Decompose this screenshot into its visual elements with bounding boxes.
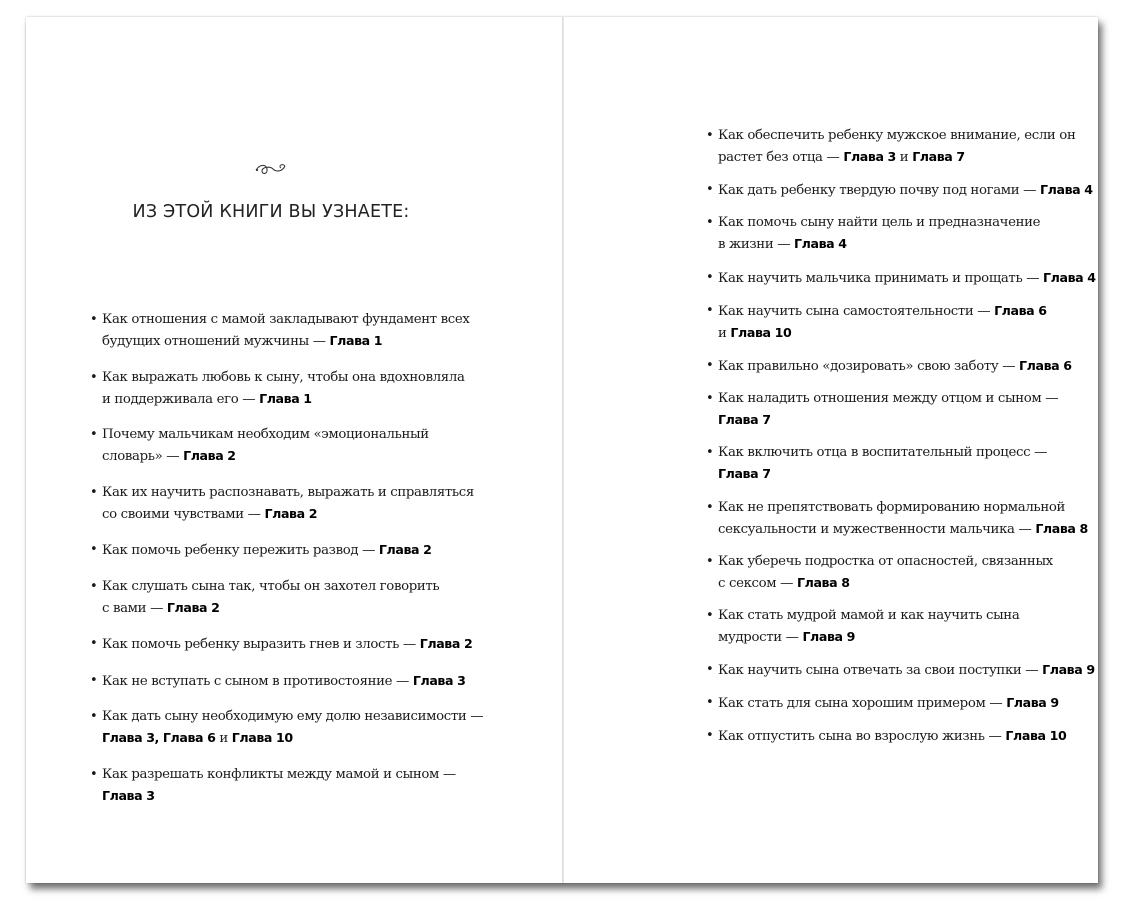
item-text: Как дать ребенку твердую почву под ногами — <box>718 183 1041 199</box>
list-item <box>702 605 1112 648</box>
item-text: Как помочь ребенку пережить развод — <box>102 543 379 558</box>
item-text: Как выражать любовь к сыну, чтобы она вдохновляла <box>102 369 465 385</box>
list-item <box>86 633 486 655</box>
item-text: Как наладить отношения между отцом и сыном — <box>718 391 1059 407</box>
chapter-ref: Глава 3 <box>412 672 466 688</box>
chapter-ref: Глава 6 <box>1019 357 1072 373</box>
bullet-icon: • <box>90 542 98 557</box>
right-page <box>564 17 1098 883</box>
chapter-ref: Глава 6 <box>994 302 1047 318</box>
chapter-ref: Глава 2 <box>419 636 473 651</box>
item-text: Как отношения с мамой закладывают фундамент всех <box>102 312 470 327</box>
list-item <box>702 355 1112 377</box>
item-text: Как обеспечить ребенку мужское внимание, если он <box>718 128 1076 143</box>
item-text: Как научить сына самостоятельности — <box>718 303 995 319</box>
list-item <box>702 388 1112 431</box>
list-item <box>702 692 1112 714</box>
item-text: Как помочь сыну найти цель и предназначение <box>718 215 1041 231</box>
chapter-ref: Глава 2 <box>378 542 432 557</box>
list-item <box>702 300 1112 344</box>
list-item <box>86 482 486 525</box>
bullet-icon: • <box>90 312 98 327</box>
bullet-icon: • <box>706 357 714 373</box>
chapter-ref: Глава 9 <box>1042 662 1095 678</box>
item-text: Как включить отца в воспитательный процесс — <box>718 445 1048 461</box>
topic-list-right <box>702 125 1112 759</box>
flourish-icon <box>254 157 288 179</box>
chapter-ref: Глава 7 <box>912 149 965 164</box>
bullet-icon: • <box>706 695 714 711</box>
list-item <box>86 367 486 410</box>
bullet-icon: • <box>706 553 714 569</box>
bullet-icon: • <box>90 766 98 782</box>
list-item <box>702 551 1112 594</box>
chapter-ref: Глава 3, Глава 6 <box>102 730 216 745</box>
bullet-icon: • <box>706 662 714 678</box>
chapter-ref: Глава 7 <box>718 466 771 482</box>
item-text: растет без отца — <box>718 150 844 165</box>
bullet-icon: • <box>706 445 714 461</box>
item-text: Как дать сыну необходимую ему долю независимости — <box>102 709 484 724</box>
bullet-icon: • <box>706 128 714 143</box>
list-item <box>702 442 1112 485</box>
bullet-icon: • <box>706 391 714 407</box>
item-conjunction: и <box>215 731 232 746</box>
item-text: мудрости — <box>718 629 803 645</box>
left-page <box>26 17 562 883</box>
item-text: сексуальности и мужественности мальчика — <box>718 521 1036 537</box>
bullet-icon: • <box>90 427 98 442</box>
bullet-icon: • <box>90 484 98 500</box>
item-text: с сексом — <box>718 575 797 591</box>
chapter-ref: Глава 10 <box>1005 728 1067 744</box>
list-item <box>702 725 1112 747</box>
item-text: Как стать для сына хорошим примером — <box>718 696 1007 712</box>
chapter-ref: Глава 8 <box>797 574 850 590</box>
item-text: Как научить сына отвечать за свои поступки — <box>718 663 1043 679</box>
chapter-ref: Глава 1 <box>259 390 312 406</box>
list-item <box>702 125 1112 168</box>
bullet-icon: • <box>706 607 714 623</box>
item-text: будущих отношений мужчины — <box>102 334 330 349</box>
chapter-ref: Глава 8 <box>1035 520 1088 536</box>
list-item <box>702 497 1112 540</box>
list-item <box>702 212 1112 255</box>
item-text: Почему мальчикам необходим «эмоциональный <box>102 427 429 442</box>
list-item <box>86 424 486 467</box>
chapter-ref: Глава 4 <box>1040 182 1093 198</box>
topic-list-left <box>86 309 486 821</box>
chapter-ref: Глава 2 <box>166 599 220 615</box>
list-item <box>86 706 486 749</box>
chapter-ref: Глава 9 <box>1006 695 1059 711</box>
item-text: Как стать мудрой мамой и как научить сына <box>718 607 1020 623</box>
item-text: Как разрешать конфликты между мамой и сыном — <box>102 766 456 782</box>
chapter-ref: Глава 2 <box>183 448 236 463</box>
item-text: с вами — <box>102 600 167 616</box>
list-item <box>702 179 1112 201</box>
bullet-icon: • <box>90 636 98 651</box>
chapter-ref: Глава 10 <box>231 730 293 745</box>
item-text: словарь» — <box>102 449 184 464</box>
bullet-icon: • <box>90 578 98 594</box>
item-text: Как их научить распознавать, выражать и справляться <box>102 484 474 500</box>
item-text: в жизни — <box>718 237 795 253</box>
list-item <box>86 764 486 807</box>
item-text: Как уберечь подростка от опасностей, связанных <box>718 553 1053 569</box>
bullet-icon: • <box>706 302 714 318</box>
bullet-icon: • <box>706 728 714 744</box>
list-item <box>86 576 486 619</box>
bullet-icon: • <box>706 269 714 285</box>
item-conjunction: и <box>895 150 913 165</box>
item-text: Как отпустить сына во взрослую жизнь — <box>718 729 1006 745</box>
bullet-icon: • <box>90 369 98 385</box>
item-text: Как не препятствовать формированию нормальной <box>718 499 1065 515</box>
list-item <box>86 670 486 692</box>
chapter-ref: Глава 10 <box>730 324 792 340</box>
item-text: Как научить мальчика принимать и прощать — <box>718 270 1044 286</box>
bullet-icon: • <box>90 709 98 724</box>
bullet-icon: • <box>706 182 714 198</box>
item-text: и поддерживала его — <box>102 391 260 407</box>
chapter-ref: Глава 3 <box>102 787 155 803</box>
list-item <box>702 267 1112 289</box>
item-text: Как помочь ребенку выразить гнев и злость — <box>102 637 420 652</box>
chapter-ref: Глава 9 <box>802 628 855 644</box>
item-text: Как не вступать с сыном в противостояние — <box>102 673 413 689</box>
list-item <box>702 659 1112 681</box>
chapter-ref: Глава 3 <box>843 149 896 164</box>
page-title: ИЗ ЭТОЙ КНИГИ ВЫ УЗНАЕТЕ: <box>132 202 410 222</box>
item-text: Как слушать сына так, чтобы он захотел говорить <box>102 578 440 594</box>
chapter-ref: Глава 2 <box>264 505 318 521</box>
chapter-ref: Глава 7 <box>718 412 771 428</box>
bullet-icon: • <box>706 215 714 231</box>
bullet-icon: • <box>706 499 714 515</box>
chapter-ref: Глава 4 <box>794 236 847 252</box>
bullet-icon: • <box>90 672 98 688</box>
book-spread <box>26 17 1098 883</box>
list-item <box>86 539 486 561</box>
chapter-ref: Глава 4 <box>1043 269 1096 285</box>
list-item <box>86 309 486 352</box>
item-text: со своими чувствами — <box>102 506 265 522</box>
chapter-ref: Глава 1 <box>329 333 383 348</box>
item-text: Как правильно «дозировать» свою заботу — <box>718 358 1020 374</box>
item-conjunction: и <box>718 325 731 341</box>
